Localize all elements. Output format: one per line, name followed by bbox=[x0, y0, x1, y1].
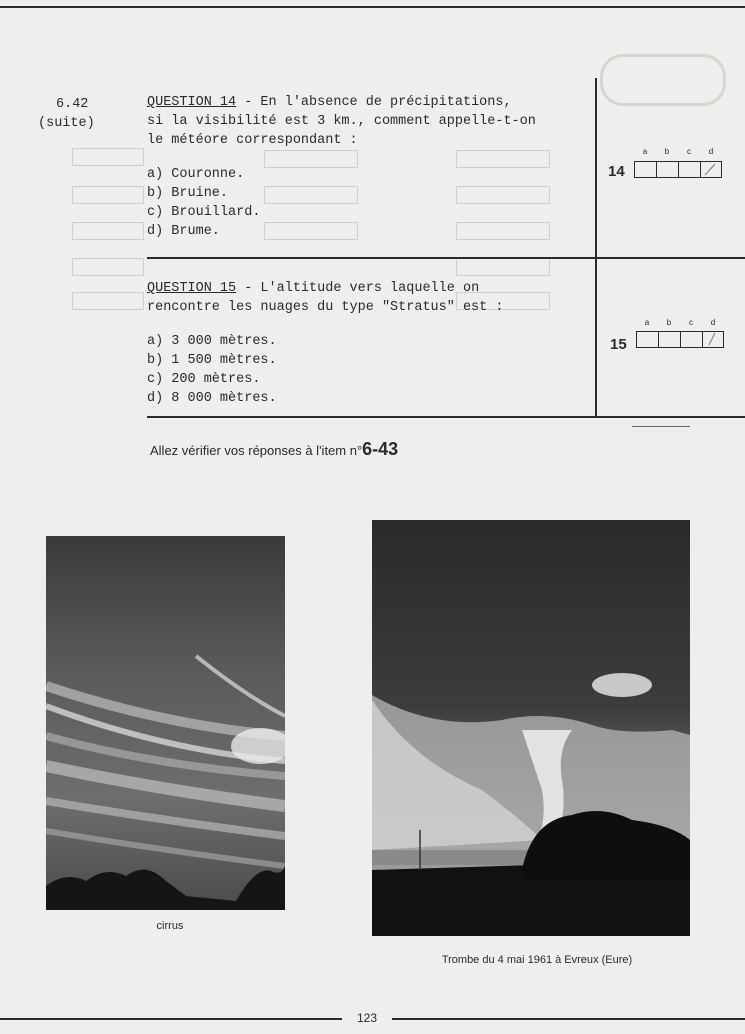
q14-option-d: d) Brume. bbox=[147, 224, 220, 239]
q15-option-a: a) 3 000 mètres. bbox=[147, 334, 277, 349]
footer-rule-right bbox=[392, 1018, 745, 1020]
question-14-line1: - En l'absence de précipitations, bbox=[236, 95, 512, 110]
pencil-mark-icon bbox=[703, 332, 723, 346]
cirrus-image-icon bbox=[46, 536, 285, 910]
goto-instruction bbox=[150, 440, 398, 462]
top-border bbox=[0, 6, 745, 8]
q14-answer-number: 14 bbox=[608, 163, 625, 180]
question-14-line3: le météore correspondant : bbox=[147, 133, 358, 148]
footer-rule-left bbox=[0, 1018, 342, 1020]
ghost-grid bbox=[264, 150, 358, 168]
q14-cell-c[interactable] bbox=[678, 161, 700, 178]
answer-column-divider bbox=[595, 78, 597, 418]
ghost-grid bbox=[456, 222, 550, 240]
goto-item-number[interactable]: 6-43 bbox=[362, 439, 399, 459]
q14-cell-b[interactable] bbox=[656, 161, 678, 178]
ghost-grid bbox=[456, 186, 550, 204]
q14-cell-d[interactable] bbox=[700, 161, 722, 178]
ghost-badge bbox=[600, 54, 726, 106]
ghost-grid bbox=[456, 258, 550, 276]
question-14-options bbox=[147, 165, 260, 241]
q15-answer-number: 15 bbox=[610, 336, 627, 353]
page-number: 123 bbox=[356, 1011, 378, 1025]
q15-cell-c[interactable] bbox=[680, 331, 702, 348]
ghost-grid bbox=[72, 186, 144, 204]
goto-text: Allez vérifier vos réponses à l'item n° bbox=[150, 443, 363, 458]
question-15-options bbox=[147, 332, 277, 408]
item-suite: (suite) bbox=[38, 116, 95, 131]
caption-cirrus: cirrus bbox=[156, 920, 184, 932]
waterspout-image-icon bbox=[372, 520, 690, 936]
ghost-grid bbox=[264, 222, 358, 240]
photo-cirrus bbox=[46, 536, 285, 910]
q14-option-c: c) Brouillard. bbox=[147, 205, 261, 220]
ghost-grid bbox=[72, 258, 144, 276]
q15-answer-box bbox=[636, 331, 724, 348]
pencil-mark-icon bbox=[701, 162, 721, 176]
item-number: 6.42 bbox=[56, 97, 89, 112]
photo-trombe bbox=[372, 520, 690, 936]
question-14-text bbox=[147, 93, 587, 150]
q14-answer-letters: a b c d bbox=[642, 147, 714, 156]
short-dash bbox=[632, 426, 690, 427]
q15-cell-b[interactable] bbox=[658, 331, 680, 348]
q15-cell-d[interactable] bbox=[702, 331, 724, 348]
q15-option-b: b) 1 500 mètres. bbox=[147, 353, 277, 368]
question-15-text bbox=[147, 279, 587, 317]
caption-trombe: Trombe du 4 mai 1961 à Evreux (Eure) bbox=[441, 954, 633, 966]
q14-option-b: b) Bruine. bbox=[147, 186, 229, 201]
ghost-grid bbox=[72, 292, 144, 310]
q15-option-c: c) 200 mètres. bbox=[147, 372, 261, 387]
q14-option-a: a) Couronne. bbox=[147, 167, 245, 182]
ghost-grid bbox=[72, 222, 144, 240]
question-15-line2: rencontre les nuages du type "Stratus" est : bbox=[147, 300, 504, 315]
q15-option-d: d) 8 000 mètres. bbox=[147, 391, 277, 406]
ghost-grid bbox=[456, 150, 550, 168]
q14-cell-a[interactable] bbox=[634, 161, 656, 178]
question-15-label: QUESTION 15 bbox=[147, 281, 237, 296]
question-separator bbox=[147, 257, 745, 259]
q15-cell-a[interactable] bbox=[636, 331, 658, 348]
ghost-grid bbox=[264, 186, 358, 204]
q15-answer-letters: a b c d bbox=[644, 318, 716, 327]
question-14-label: QUESTION 14 bbox=[147, 95, 237, 110]
ghost-grid bbox=[72, 148, 144, 166]
question-14-line2: si la visibilité est 3 km., comment appelle-t-on bbox=[147, 114, 536, 129]
q14-answer-box bbox=[634, 161, 722, 178]
question-block-bottom-rule bbox=[147, 416, 745, 418]
question-15-line1: - L'altitude vers laquelle on bbox=[236, 281, 480, 296]
